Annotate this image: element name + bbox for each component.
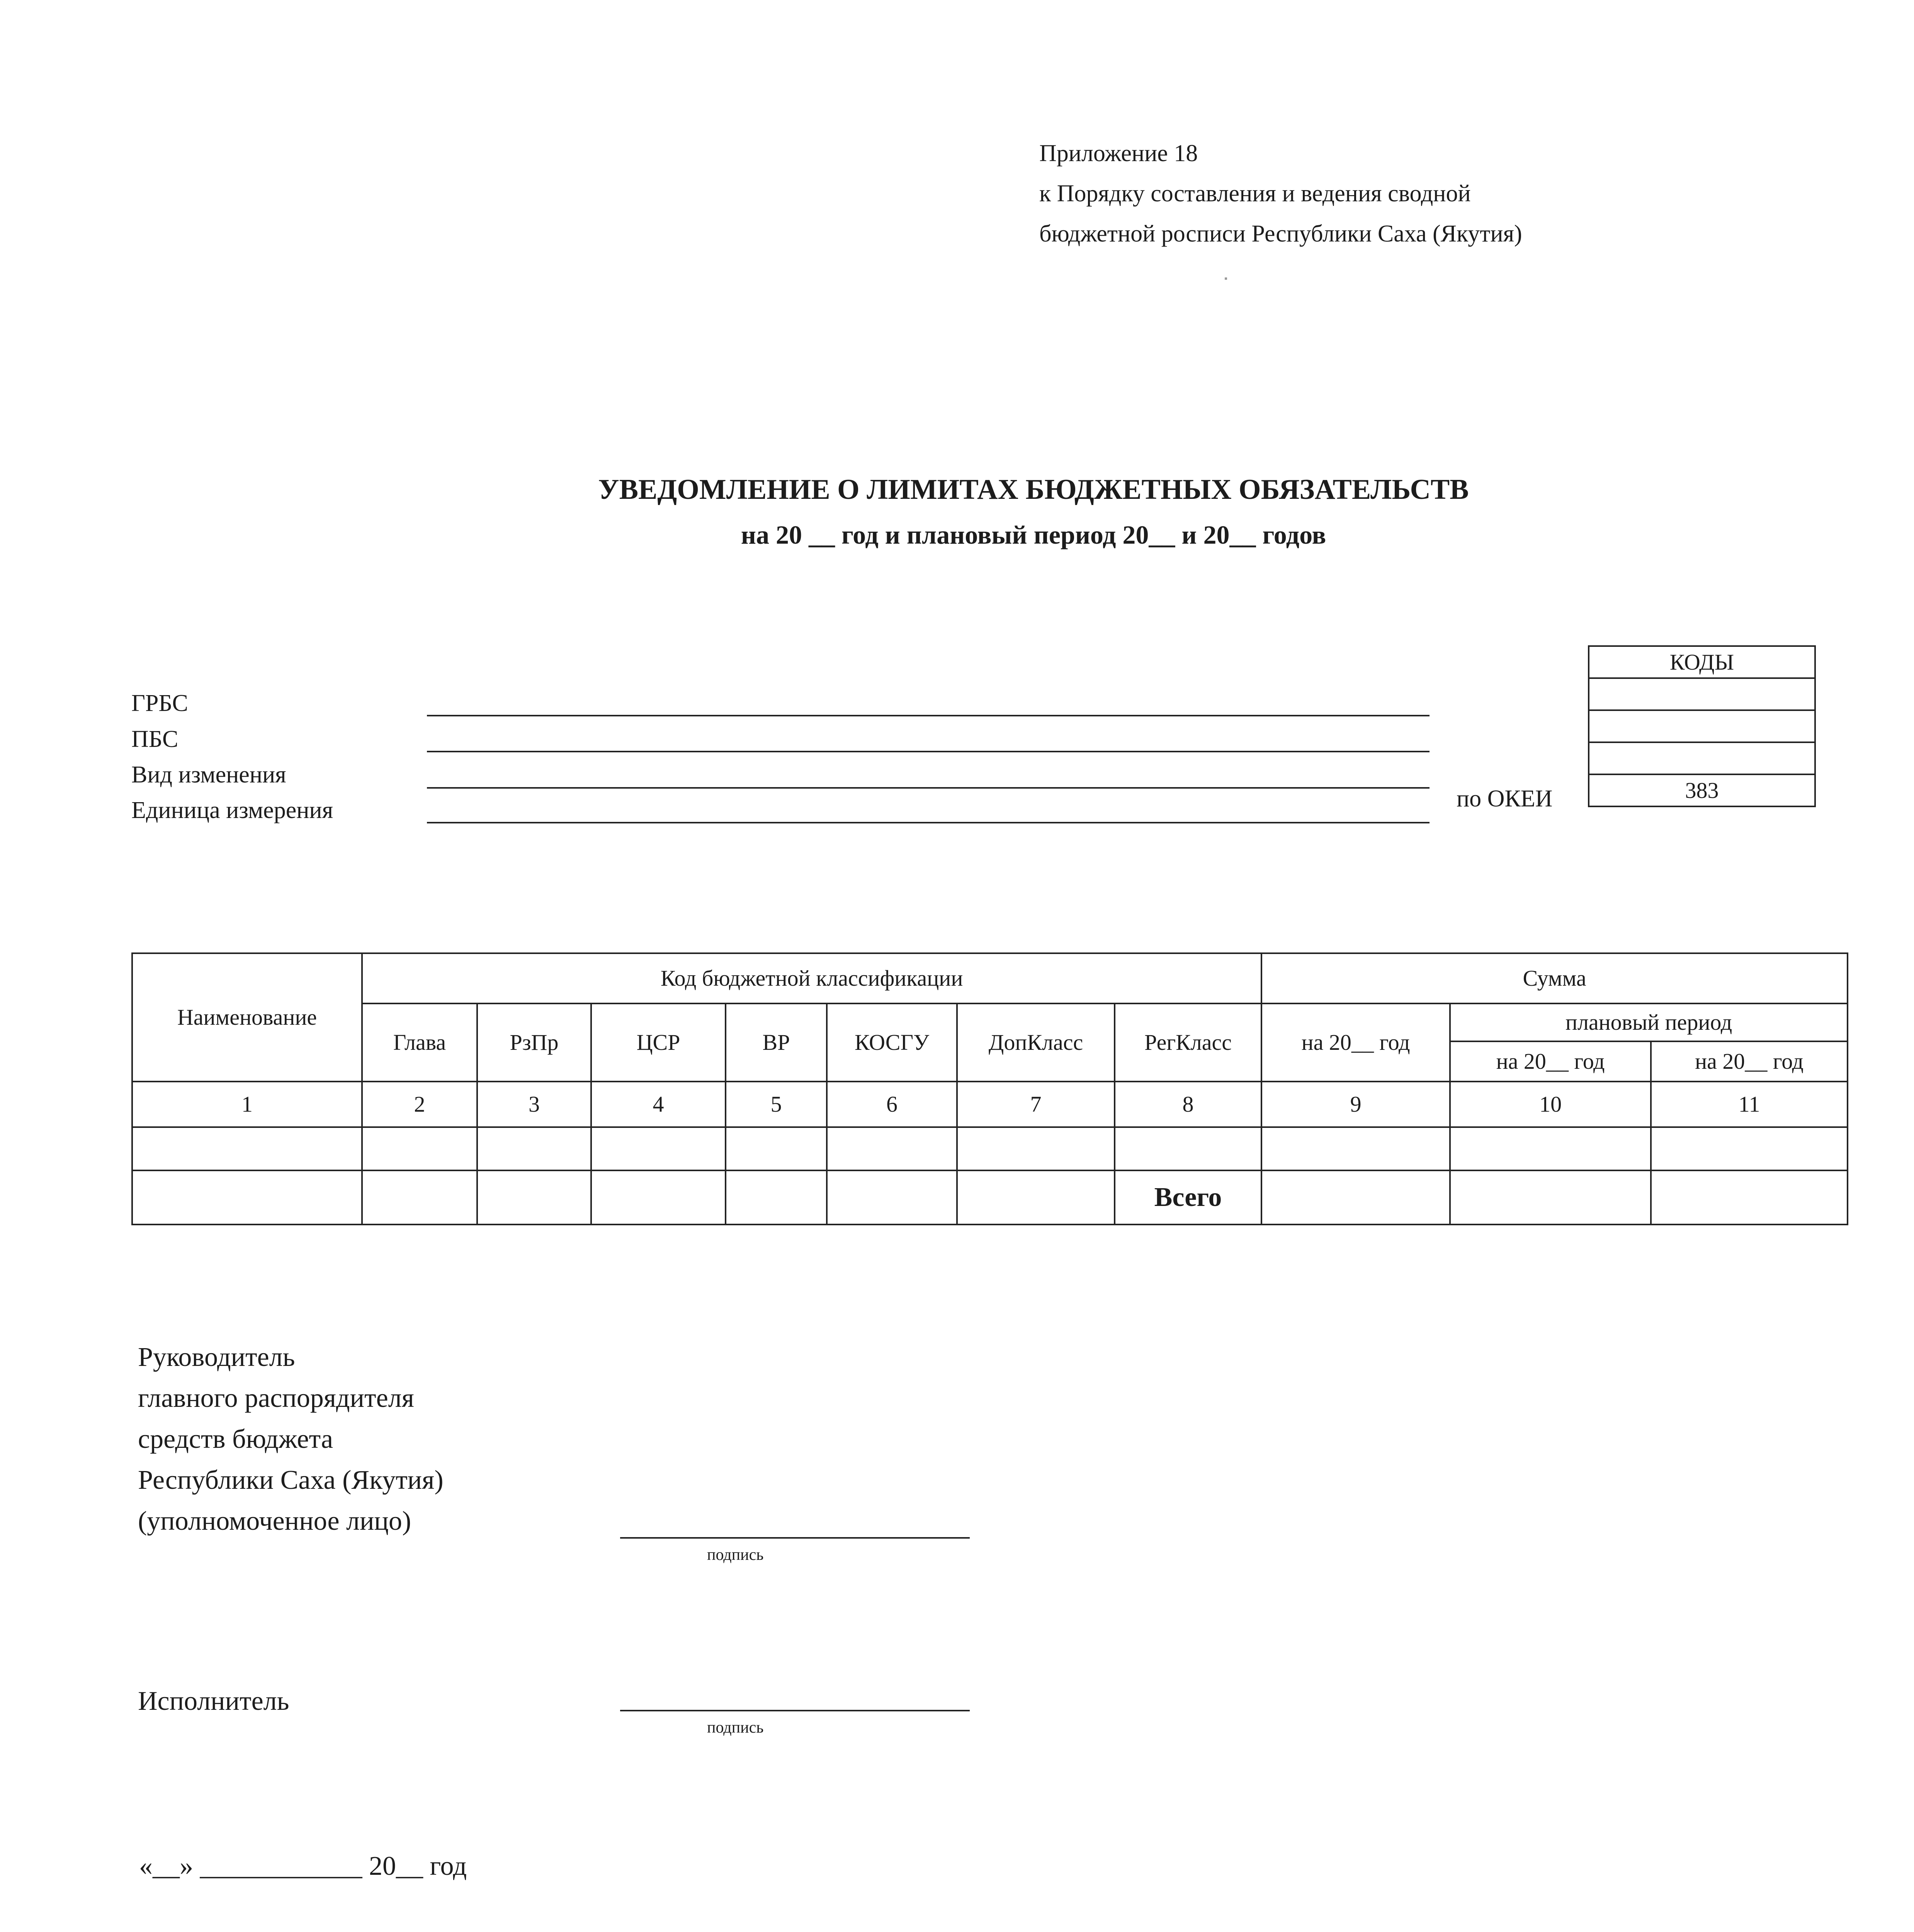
- executor-signature-caption: подпись: [707, 1719, 764, 1736]
- head-signature-caption: подпись: [707, 1546, 764, 1564]
- col-number: 7: [957, 1082, 1115, 1127]
- planning-period-header: плановый период: [1450, 1003, 1848, 1041]
- col-number: 8: [1115, 1082, 1261, 1127]
- data-cell[interactable]: [726, 1127, 827, 1170]
- col-head-dopklass: ДопКласс: [957, 1003, 1115, 1082]
- data-cell[interactable]: [1450, 1127, 1651, 1170]
- okei-label: по ОКЕИ: [1457, 786, 1553, 812]
- total-plan-year-1-cell[interactable]: [1450, 1170, 1651, 1225]
- data-cell[interactable]: [362, 1127, 477, 1170]
- table-row: [132, 1127, 1848, 1170]
- data-cell[interactable]: [827, 1127, 957, 1170]
- pbs-label: ПБС: [131, 726, 178, 752]
- classification-header: Код бюджетной классификации: [362, 953, 1261, 1003]
- document-subtitle: на 20 __ год и плановый период 20__ и 20__ годов: [741, 520, 1326, 549]
- head-signatory-block: [138, 1337, 444, 1542]
- plan-year-2-header: на 20__ год: [1651, 1041, 1848, 1082]
- name-header: Наименование: [132, 953, 362, 1082]
- appendix-line-2: к Порядку составления и ведения сводной: [1039, 180, 1471, 207]
- col-number: 1: [132, 1082, 362, 1127]
- data-cell[interactable]: [591, 1170, 726, 1225]
- unit-field-line[interactable]: [427, 822, 1430, 823]
- col-number: 9: [1261, 1082, 1450, 1127]
- total-plan-year-2-cell[interactable]: [1651, 1170, 1848, 1225]
- col-number: 11: [1651, 1082, 1848, 1127]
- data-cell[interactable]: [827, 1170, 957, 1225]
- data-cell[interactable]: [132, 1127, 362, 1170]
- data-cell[interactable]: [957, 1127, 1115, 1170]
- col-head-kosgu: КОСГУ: [827, 1003, 957, 1082]
- head-line-5: (уполномоченное лицо): [138, 1506, 411, 1536]
- codes-okei-cell: 383: [1589, 774, 1815, 806]
- appendix-line-1: Приложение 18: [1039, 140, 1198, 167]
- scan-artifact: [1225, 277, 1227, 280]
- data-cell[interactable]: [591, 1127, 726, 1170]
- head-line-4: Республики Саха (Якутия): [138, 1465, 444, 1495]
- data-cell[interactable]: [957, 1170, 1115, 1225]
- col-number: 6: [827, 1082, 957, 1127]
- head-line-3: средств бюджета: [138, 1424, 333, 1454]
- col-head-vr: ВР: [726, 1003, 827, 1082]
- head-line-1: Руководитель: [138, 1342, 295, 1372]
- col-number: 3: [477, 1082, 591, 1127]
- limits-table: [131, 952, 1848, 1225]
- column-numbers-row: [132, 1082, 1848, 1127]
- col-number: 4: [591, 1082, 726, 1127]
- data-cell[interactable]: [726, 1170, 827, 1225]
- pbs-field-line[interactable]: [427, 751, 1430, 752]
- codes-title: КОДЫ: [1589, 646, 1815, 678]
- current-year-header: на 20__ год: [1261, 1003, 1450, 1082]
- sum-header: Сумма: [1261, 953, 1848, 1003]
- col-head-csr: ЦСР: [591, 1003, 726, 1082]
- data-cell[interactable]: [132, 1170, 362, 1225]
- col-head-rzpr: РзПр: [477, 1003, 591, 1082]
- col-number: 10: [1450, 1082, 1651, 1127]
- date-line: «__» ____________ 20__ год: [139, 1851, 467, 1881]
- data-cell[interactable]: [1651, 1127, 1848, 1170]
- col-number: 2: [362, 1082, 477, 1127]
- appendix-reference: [1039, 133, 1522, 254]
- data-cell[interactable]: [1115, 1127, 1261, 1170]
- col-number: 5: [726, 1082, 827, 1127]
- head-signature-line[interactable]: [620, 1537, 970, 1539]
- data-cell[interactable]: [477, 1127, 591, 1170]
- document-title: УВЕДОМЛЕНИЕ О ЛИМИТАХ БЮДЖЕТНЫХ ОБЯЗАТЕЛЬСТВ: [598, 474, 1469, 505]
- codes-grbs-cell[interactable]: [1589, 678, 1815, 710]
- appendix-line-3: бюджетной росписи Республики Саха (Якутия): [1039, 221, 1522, 247]
- data-cell[interactable]: [1261, 1127, 1450, 1170]
- executor-label: Исполнитель: [138, 1686, 289, 1716]
- plan-year-1-header: на 20__ год: [1450, 1041, 1651, 1082]
- codes-change-type-cell[interactable]: [1589, 742, 1815, 774]
- grbs-field-line[interactable]: [427, 715, 1430, 716]
- change-type-label: Вид изменения: [131, 762, 286, 788]
- head-line-2: главного распорядителя: [138, 1383, 414, 1413]
- data-cell[interactable]: [362, 1170, 477, 1225]
- total-row: [132, 1170, 1848, 1225]
- codes-table: [1588, 645, 1816, 807]
- grbs-label: ГРБС: [131, 690, 188, 716]
- total-current-year-cell[interactable]: [1261, 1170, 1450, 1225]
- data-cell[interactable]: [477, 1170, 591, 1225]
- col-head-glava: Глава: [362, 1003, 477, 1082]
- codes-pbs-cell[interactable]: [1589, 710, 1815, 742]
- total-label: Всего: [1115, 1170, 1261, 1225]
- executor-signature-line[interactable]: [620, 1710, 970, 1711]
- unit-label: Единица измерения: [131, 797, 333, 823]
- col-head-regklass: РегКласс: [1115, 1003, 1261, 1082]
- change-type-field-line[interactable]: [427, 787, 1430, 789]
